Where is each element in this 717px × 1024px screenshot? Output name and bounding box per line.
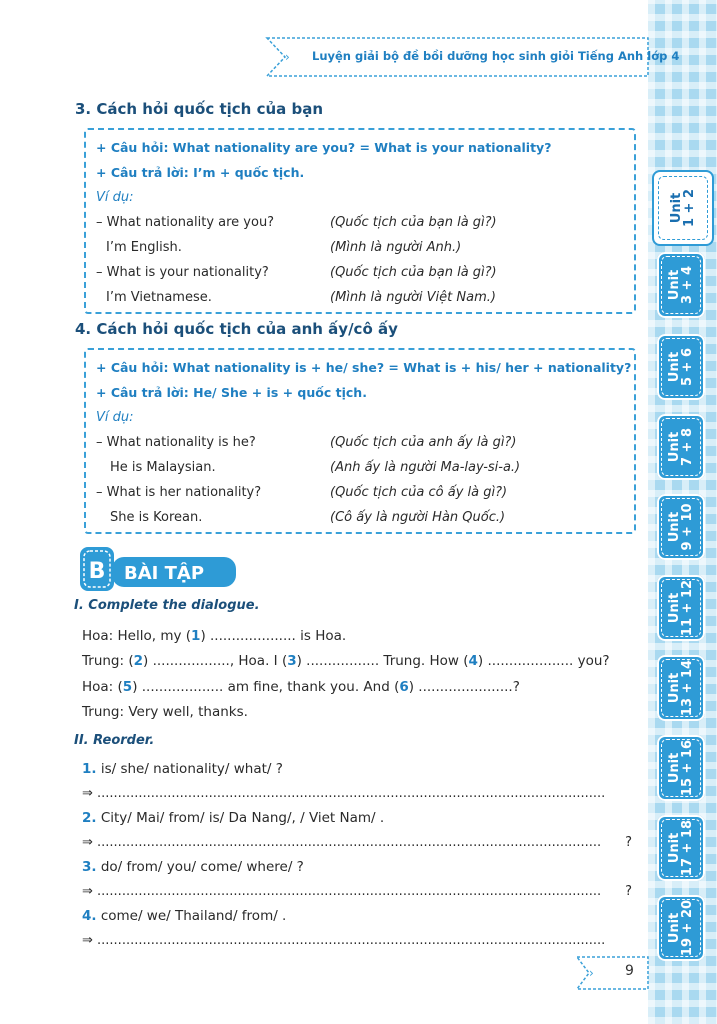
blank-number: 5 bbox=[122, 679, 133, 695]
tab-unit-6[interactable] bbox=[657, 575, 705, 641]
dialogue-text: ) ......................? bbox=[408, 679, 520, 695]
section3-row-1-vi: (Quốc tịch của bạn là gì?) bbox=[330, 215, 497, 230]
section4-row-3-en: – What is her nationality? bbox=[96, 485, 262, 500]
question-number: 1. bbox=[82, 761, 97, 777]
section3-row-2-vi: (Mình là người Anh.) bbox=[330, 240, 462, 255]
exercise2-title: II. Reorder. bbox=[74, 733, 155, 748]
tab-label: Unit 3 + 4 bbox=[667, 265, 695, 305]
question-text: City/ Mai/ from/ is/ Da Nang/, / Viet Nam/ . bbox=[96, 810, 385, 826]
tab-unit-5[interactable] bbox=[657, 494, 705, 560]
svg-text:›: › bbox=[589, 966, 594, 980]
section3-row-4-vi: (Mình là người Việt Nam.) bbox=[330, 290, 496, 305]
tab-unit-8[interactable] bbox=[657, 735, 705, 801]
dialogue-text: ) .................... is Hoa. bbox=[200, 628, 347, 644]
dialogue-line bbox=[82, 653, 610, 669]
section4-box bbox=[84, 348, 636, 534]
question-text: come/ we/ Thailand/ from/ . bbox=[96, 908, 287, 924]
tab-label: Unit 17 + 18 bbox=[667, 819, 695, 877]
reorder-question bbox=[82, 908, 286, 924]
question-number: 3. bbox=[82, 859, 97, 875]
section3-row-3-en: – What is your nationality? bbox=[96, 265, 269, 280]
tab-unit-4[interactable] bbox=[657, 414, 705, 480]
reorder-question bbox=[82, 859, 304, 875]
blank-number: 3 bbox=[287, 653, 297, 669]
dialogue-text: Trung: Very well, thanks. bbox=[82, 704, 248, 720]
svg-text:›: › bbox=[285, 50, 290, 64]
section-b-banner bbox=[78, 545, 240, 599]
dialogue-text: ) .................., Hoa. I ( bbox=[143, 653, 288, 669]
section4-example-label: Ví dụ: bbox=[96, 410, 134, 425]
section4-row-3-vi: (Quốc tịch của cô ấy là gì?) bbox=[330, 485, 508, 500]
section4-row-2-vi: (Anh ấy là người Ma-lay-si-a.) bbox=[330, 460, 521, 475]
reorder-question bbox=[82, 761, 283, 777]
question-number: 2. bbox=[82, 810, 97, 826]
blank-number: 6 bbox=[399, 679, 409, 695]
section-b-title: BÀI TẬP bbox=[124, 563, 205, 584]
answer-line[interactable] bbox=[82, 933, 632, 948]
tab-unit-1[interactable] bbox=[652, 170, 714, 246]
dialogue-line bbox=[82, 679, 520, 695]
blank-number: 2 bbox=[133, 653, 144, 669]
page-number-banner bbox=[575, 955, 650, 991]
header-title: Luyện giải bộ đề bồi dưỡng học sinh giỏi Tiếng Anh lớp 4 bbox=[312, 49, 680, 63]
section4-row-4-vi: (Cô ấy là người Hàn Quốc.) bbox=[330, 510, 506, 525]
blank-number: 1 bbox=[191, 628, 201, 644]
answer-end-mark: ? bbox=[625, 835, 632, 850]
dialogue-line bbox=[82, 628, 346, 644]
answer-dots: ⇒ .......................................................................................................................... bbox=[82, 884, 602, 899]
dialogue-text: Trung: ( bbox=[82, 653, 134, 669]
answer-dots: ⇒ ........................................................................................................................... bbox=[82, 933, 606, 948]
dialogue-text: ) ................. Trung. How ( bbox=[296, 653, 469, 669]
answer-line[interactable] bbox=[82, 835, 632, 850]
dialogue-text: ) ................... am fine, thank you. And ( bbox=[132, 679, 400, 695]
tab-unit-3[interactable] bbox=[657, 334, 705, 400]
dialogue-text: ) .................... you? bbox=[477, 653, 610, 669]
tab-unit-9[interactable] bbox=[657, 815, 705, 881]
section3-heading: 3. Cách hỏi quốc tịch của bạn bbox=[75, 100, 324, 118]
page-number: 9 bbox=[625, 963, 634, 979]
section4-row-4-en: She is Korean. bbox=[110, 510, 203, 525]
reorder-question bbox=[82, 810, 384, 826]
tab-label: Unit 13 + 14 bbox=[667, 659, 695, 717]
tab-label: Unit 9 + 10 bbox=[667, 503, 695, 551]
question-text: is/ she/ nationality/ what/ ? bbox=[96, 761, 283, 777]
section3-row-2-en: I’m English. bbox=[106, 240, 182, 255]
section-b-badge bbox=[78, 545, 240, 595]
answer-dots: ⇒ ........................................................................................................................... bbox=[82, 786, 606, 801]
dialogue-line bbox=[82, 704, 248, 720]
question-text: do/ from/ you/ come/ where/ ? bbox=[96, 859, 304, 875]
tab-unit-7[interactable] bbox=[657, 655, 705, 721]
section3-row-1-en: – What nationality are you? bbox=[96, 215, 275, 230]
tab-label: Unit 11 + 12 bbox=[667, 579, 695, 637]
section3-row-4-en: I’m Vietnamese. bbox=[106, 290, 212, 305]
dialogue-text: Hoa: Hello, my ( bbox=[82, 628, 192, 644]
section4-row-1-en: – What nationality is he? bbox=[96, 435, 256, 450]
section-b-letter: B bbox=[88, 559, 106, 584]
exercise1-title: I. Complete the dialogue. bbox=[74, 598, 260, 613]
section4-row-1-vi: (Quốc tịch của anh ấy là gì?) bbox=[330, 435, 517, 450]
tab-label: Unit 7 + 8 bbox=[667, 427, 695, 467]
answer-line[interactable] bbox=[82, 884, 632, 899]
blank-number: 4 bbox=[468, 653, 478, 669]
section3-row-3-vi: (Quốc tịch của bạn là gì?) bbox=[330, 265, 497, 280]
tab-label: Unit 19 + 20 bbox=[667, 899, 695, 957]
section4-row-2-en: He is Malaysian. bbox=[110, 460, 216, 475]
section3-box bbox=[84, 128, 636, 314]
section3-answer: + Câu trả lời: I’m + quốc tịch. bbox=[96, 165, 305, 180]
section4-answer: + Câu trả lời: He/ She + is + quốc tịch. bbox=[96, 385, 367, 400]
tab-label: Unit 5 + 6 bbox=[667, 347, 695, 387]
tab-label: Unit 1 + 2 bbox=[669, 188, 697, 228]
dialogue-text: Hoa: ( bbox=[82, 679, 123, 695]
question-number: 4. bbox=[82, 908, 97, 924]
answer-end-mark: ? bbox=[625, 884, 632, 899]
tab-label: Unit 15 + 16 bbox=[667, 739, 695, 797]
answer-dots: ⇒ .......................................................................................................................... bbox=[82, 835, 602, 850]
tab-unit-10[interactable] bbox=[657, 895, 705, 961]
section3-question: + Câu hỏi: What nationality are you? = What is your nationality? bbox=[96, 140, 552, 155]
section4-heading: 4. Cách hỏi quốc tịch của anh ấy/cô ấy bbox=[75, 320, 398, 338]
section4-question: + Câu hỏi: What nationality is + he/ she? = What is + his/ her + nationality? bbox=[96, 360, 632, 375]
tab-unit-2[interactable] bbox=[657, 252, 705, 318]
answer-line[interactable] bbox=[82, 786, 632, 801]
section3-example-label: Ví dụ: bbox=[96, 190, 134, 205]
